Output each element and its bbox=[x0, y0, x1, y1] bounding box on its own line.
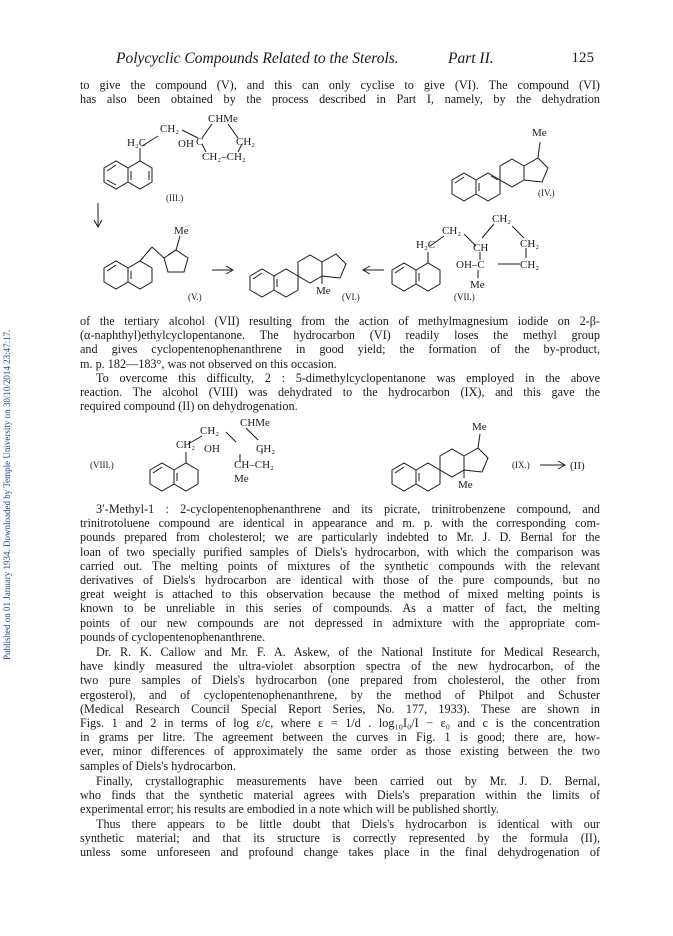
text-line: ever, minor differences of approximately the same order as those existing between the two bbox=[80, 744, 600, 759]
text-line: Finally, crystallographic measurements have been carried out by Mr. J. D. Bernal, bbox=[96, 774, 600, 788]
reaction-scheme-figure bbox=[80, 108, 600, 308]
phenanthrene-ring-ix bbox=[392, 434, 488, 491]
text-line: has also been obtained by the process described in Part I, namely, by the dehydration bbox=[80, 92, 600, 107]
text-line: in grams per litre. The agreement between the curves in Fig. 1 is good; there are, how- bbox=[80, 730, 600, 745]
label-vi: (VI.) bbox=[342, 292, 360, 302]
atom-me-v: Me bbox=[174, 225, 189, 237]
text-line: required compound (II) on dehydrogenation. bbox=[80, 399, 298, 414]
text-line: samples of Diels's hydrocarbon. bbox=[80, 758, 236, 773]
text-line: unless some unforeseen and profound change takes place in the final dehydrogenation of bbox=[80, 845, 600, 860]
label-iii: (III.) bbox=[166, 193, 184, 203]
atom-h2c-vii: H₂C bbox=[416, 239, 436, 251]
phenanthrene-ring-iv bbox=[452, 142, 548, 201]
text-line: to give the compound (V), and this can only cyclise to give (VI). The compound (VI) bbox=[80, 78, 600, 92]
atom-ch2-viii: CH₂ bbox=[176, 439, 196, 451]
atom-ch2-top-viii: CH₂ bbox=[200, 425, 220, 437]
naphthalene-ring-iii bbox=[104, 161, 152, 189]
text-line: loan of two specially purified samples of Diels's hydrocarbon, with which the comparison was bbox=[80, 544, 600, 559]
label-v: (V.) bbox=[188, 292, 202, 302]
text-line: carried out. The melting points of mixtures of the synthetic compounds with the relevant bbox=[80, 558, 600, 573]
atom-c: C bbox=[196, 136, 204, 148]
atom-me-vi: Me bbox=[316, 285, 331, 297]
atom-oh-viii: OH bbox=[204, 443, 220, 455]
page-number: 125 bbox=[571, 50, 594, 66]
text-line: points of our new compounds are not depressed in admixture with the appropriate com- bbox=[80, 615, 600, 630]
atom-ch2-top-vii: CH₂ bbox=[492, 213, 512, 225]
text-line: (Medical Research Council Special Report Series, No. 177, 1933). These are shown in bbox=[80, 701, 600, 716]
label-iv: (IV.) bbox=[538, 188, 555, 198]
paragraph-1 bbox=[80, 78, 600, 106]
atom-ch2-ch2: CH₂–CH₂ bbox=[202, 151, 246, 163]
atom-h2c: H₂C bbox=[127, 137, 147, 149]
paragraph-6 bbox=[80, 774, 600, 817]
atom-ch-ch2-viii: CH–CH₂ bbox=[234, 459, 274, 471]
paragraph-4 bbox=[80, 502, 600, 644]
atom-ch2-right-vii: CH₂ bbox=[520, 238, 540, 250]
text-line: pounds prepared from cholesterol; we are particularly indebted to Mr. J. D. Bernal for the bbox=[80, 530, 600, 545]
bond bbox=[202, 124, 212, 138]
naphthalene-ring-v bbox=[104, 236, 188, 289]
atom-ch2-right: CH₂ bbox=[236, 136, 256, 148]
text-line: have kindly measured the ultra-violet absorption spectra of the new hydrocarbon, of the bbox=[80, 659, 600, 674]
atom-ch2-vii: CH₂ bbox=[442, 225, 462, 237]
atom-me: Me bbox=[532, 127, 547, 139]
paragraph-2 bbox=[80, 314, 600, 371]
text-line: derivatives of Diels's hydrocarbon are identical with those of the pure compounds, but no bbox=[80, 572, 600, 587]
atom-ch2: CH₂ bbox=[160, 123, 180, 135]
text-line: and gives cyclopentenophenanthrene in good yield; the formation of the by-product, bbox=[80, 342, 600, 357]
text-line: Figs. 1 and 2 in terms of log ε/c, where ε = 1/d . log₁₀I₀/I − ε₀ and c is the concentration bbox=[80, 715, 600, 730]
label-ix: (IX.) bbox=[512, 460, 530, 470]
text-line: 3′-Methyl-1 : 2-cyclopentenophenanthrene and its picrate, trinitrobenzene compound, and bbox=[96, 502, 600, 516]
atom-me-top-ix: Me bbox=[472, 421, 487, 433]
atom-chme: CHMe bbox=[208, 113, 238, 125]
atom-ch-vii: CH bbox=[473, 242, 489, 254]
header-title: Polycyclic Compounds Related to the Sterols. bbox=[116, 50, 399, 67]
text-line: who finds that the synthetic material agrees with Diels's preparation within the limits of bbox=[80, 788, 600, 803]
text-line: pounds of cyclopentenophenanthrene. bbox=[80, 629, 266, 644]
text-line: synthetic material; and that its structure is correctly represented by the formula (II), bbox=[80, 831, 600, 846]
paragraph-3 bbox=[80, 371, 600, 414]
text-line: ergosterol), and of cyclopentenophenanthrene, by the method of Philpot and Schuster bbox=[80, 687, 600, 702]
atom-chme-viii: CHMe bbox=[240, 417, 270, 429]
atom-me-vii: Me bbox=[470, 279, 485, 291]
text-line: reaction. The alcohol (VIII) was dehydrated to the hydrocarbon (IX), and this gave the bbox=[80, 385, 600, 400]
text-line: Dr. R. K. Callow and Mr. F. A. Askew, of the National Institute for Medical Research, bbox=[96, 645, 600, 659]
text-line: of the tertiary alcohol (VII) resulting from the action of methylmagnesium iodide on 2-β- bbox=[80, 314, 600, 328]
label-vii: (VII.) bbox=[454, 292, 475, 302]
running-header bbox=[116, 50, 594, 70]
text-line: m. p. 182—183°, was not observed on this occasion. bbox=[80, 356, 337, 371]
label-ii: (II) bbox=[570, 460, 585, 472]
text-line: To overcome this difficulty, 2 : 5-dimethylcyclopentanone was employed in the above bbox=[96, 371, 600, 385]
download-notice: Published on 01 January 1934. Downloaded by Temple University on 30/10/2014 23:47:17. bbox=[2, 329, 12, 661]
header-part: Part II. bbox=[448, 50, 494, 67]
text-line: two pure samples of Diels's hydrocarbon (one prepared from cholesterol, the other from bbox=[80, 673, 600, 688]
text-line: Thus there appears to be little doubt that Diels's hydrocarbon is identical with our bbox=[96, 817, 600, 831]
paragraph-5 bbox=[80, 645, 600, 773]
atom-ohc-vii: OH–C bbox=[456, 259, 485, 271]
label-viii: (VIII.) bbox=[90, 460, 114, 470]
atom-me-viii: Me bbox=[234, 473, 249, 485]
atom-me-bottom-ix: Me bbox=[458, 479, 473, 491]
text-line: great weight is attached to this observation because the method of mixed melting points is bbox=[80, 587, 600, 602]
text-line: experimental error; his results are embodied in a note which will be published shortly. bbox=[80, 802, 499, 817]
text-line: known to be unreliable in this series of compounds. As a matter of fact, the melting bbox=[80, 601, 600, 616]
atom-ch2-right-viii: CH₂ bbox=[256, 443, 276, 455]
atom-ch2-bottom-vii: CH₂ bbox=[520, 259, 540, 271]
phenanthrene-ring-vi bbox=[250, 254, 346, 297]
paragraph-7 bbox=[80, 817, 600, 860]
atom-oh: OH bbox=[178, 138, 194, 150]
second-scheme-figure bbox=[80, 414, 600, 500]
text-line: (α-naphthyl)ethylcyclopentanone. The hydrocarbon (VI) readily loses the methyl group bbox=[80, 328, 600, 343]
text-line: trinitrotoluene compound are identical in appearance and m. p. with the corresponding com- bbox=[80, 516, 600, 531]
